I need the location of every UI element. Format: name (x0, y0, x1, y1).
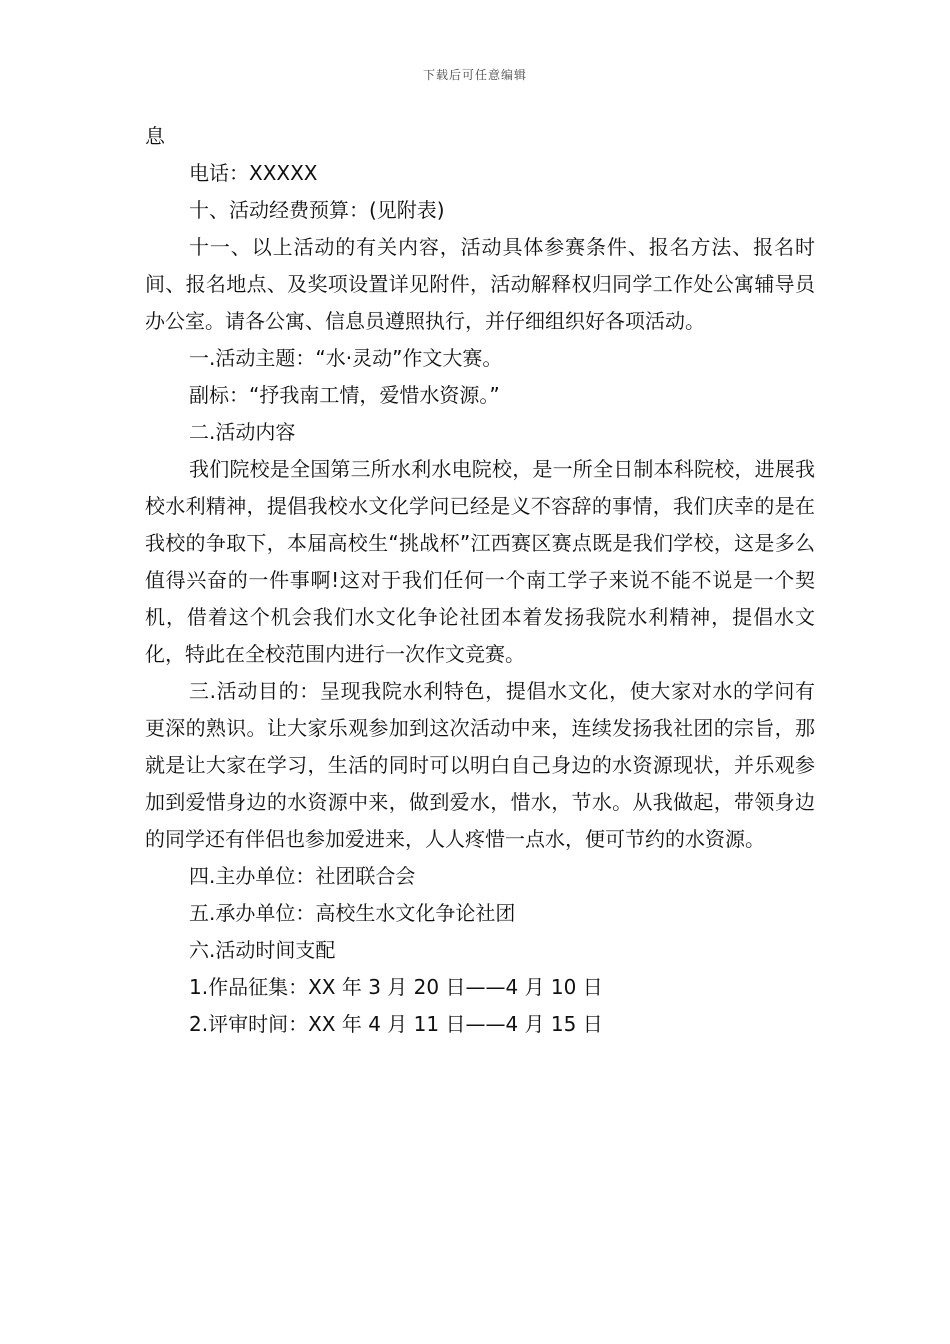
paragraph: 电话：XXXXX (189, 161, 318, 185)
page-header: 下载后可任意编辑 (422, 68, 527, 82)
paragraph: 副标：“抒我南工情，爱惜水资源。” (189, 383, 500, 407)
paragraph: 十一、以上活动的有关内容，活动具体参赛条件、报名方法、报名时间、报名地点、及奖项设置详见附件，活动解释权归同学工作处公寓辅导员办公室。请各公寓、信息员遵照执行，并仔细组织好各项活动。 (145, 235, 815, 333)
paragraph: 三.活动目的：呈现我院水利特色，提倡水文化，使大家对水的学问有更深的熟识。让大家乐观参加到这次活动中来，连续发扬我社团的宗旨，那就是让大家在学习，生活的同时可以明白自己身边的水资源现状，并乐观参加到爱惜身边的水资源中来，做到爱水，惜水，节水。从我做起，带领身边的同学还有伴侣也参加爱进来，人人疼惜一点水，便可节约的水资源。 (145, 679, 815, 851)
paragraph: 1.作品征集：XX 年 3 月 20 日——4 月 10 日 (189, 975, 603, 999)
paragraph: 2.评审时间：XX 年 4 月 11 日——4 月 15 日 (189, 1012, 603, 1036)
paragraph: 五.承办单位：高校生水文化争论社团 (189, 901, 516, 925)
paragraph: 一.活动主题：“水·灵动”作文大赛。 (189, 346, 503, 370)
paragraph: 二.活动内容 (189, 420, 296, 444)
document-body (145, 118, 815, 1043)
paragraph: 四.主办单位：社团联合会 (189, 864, 416, 888)
paragraph: 我们院校是全国第三所水利水电院校，是一所全日制本科院校，进展我校水利精神，提倡我校水文化学问已经是义不容辞的事情，我们庆幸的是在我校的争取下，本届高校生“挑战杯”江西赛区赛点既是我们学校，这是多么值得兴奋的一件事啊!这对于我们任何一个南工学子来说不能不说是一个契机，借着这个机会我们水文化争论社团本着发扬我院水利精神，提倡水文化，特此在全校范围内进行一次作文竞赛。 (145, 457, 815, 666)
paragraph: 息 (145, 124, 165, 148)
paragraph: 十、活动经费预算：(见附表) (189, 198, 445, 222)
paragraph: 六.活动时间支配 (189, 938, 336, 962)
